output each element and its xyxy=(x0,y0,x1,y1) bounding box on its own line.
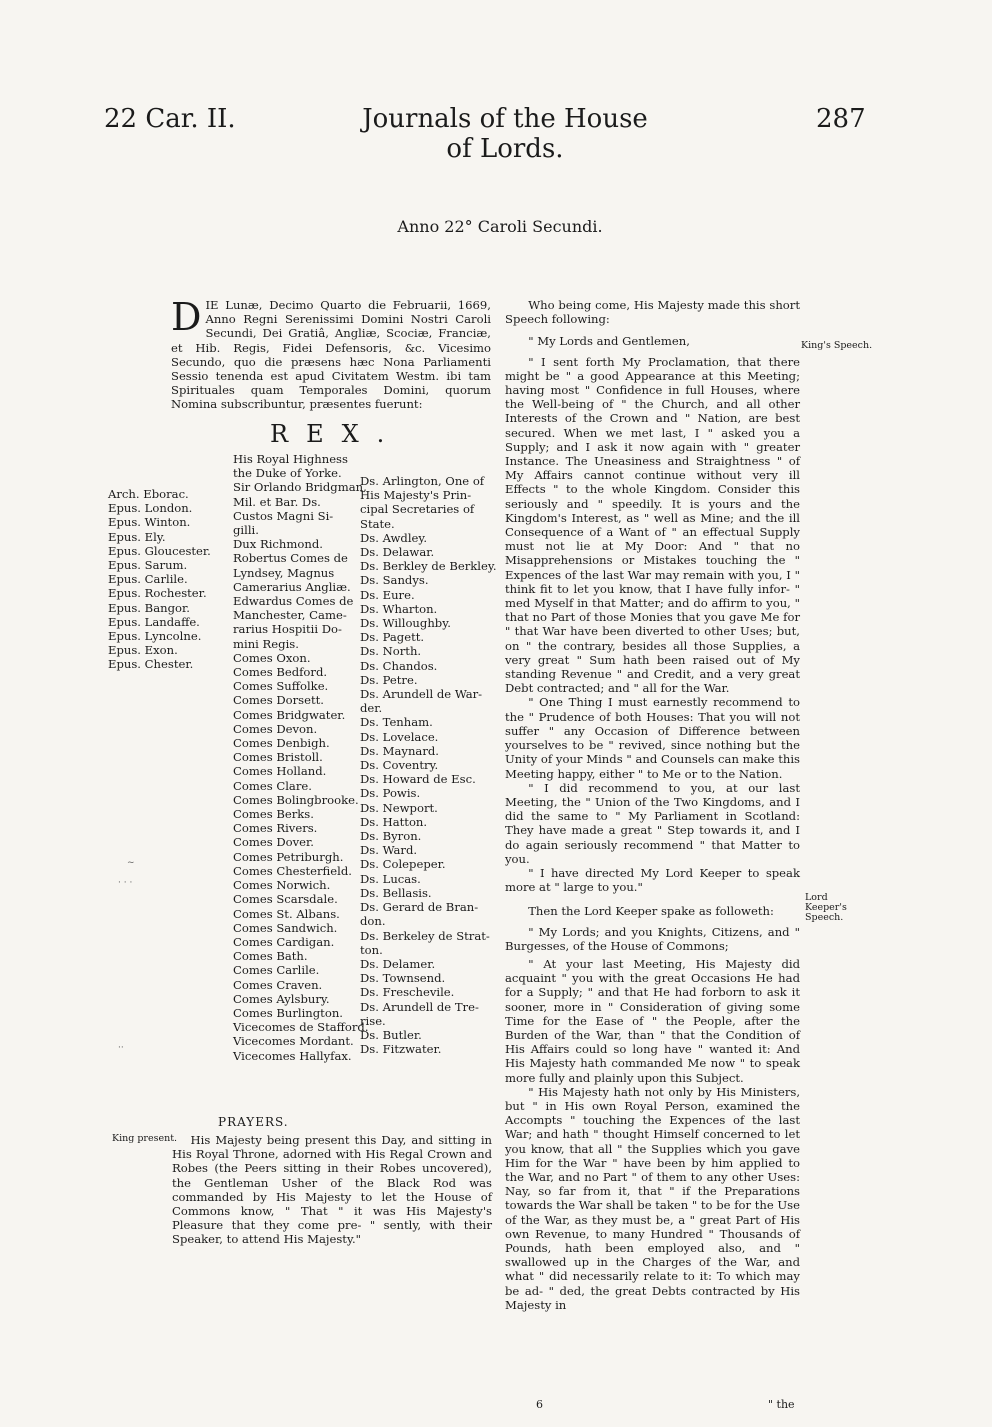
bishop-entry: Epus. Bangor. xyxy=(108,600,190,615)
lord-entry: Ds. Byron. xyxy=(360,829,422,844)
prayers-paragraph: His Majesty being present this Day, and sitting in His Royal Throne, adorned with His Regal Crown and Robes (the Peers sitting in their Robes uncovered), the Gentleman Usher of the Black Rod was commanded by His Majesty to let the House of Commons know, " That " it was His Majesty's Pleasure that they come pre- " sently, with their Speaker, to attend His Majesty." xyxy=(172,1133,492,1247)
right-column-text xyxy=(505,298,800,1312)
lord-entry: Ds. Willoughby. xyxy=(360,616,451,631)
bishop-entry: Epus. Rochester. xyxy=(108,586,207,601)
lord-entry: Ds. Townsend. xyxy=(360,971,446,986)
lord-entry: Dux Richmond. xyxy=(233,537,323,552)
lord-entry: Comes Dorsett. xyxy=(233,693,324,708)
lord-entry: Comes Norwich. xyxy=(233,878,331,893)
lord-entry: His Majesty's Prin- xyxy=(360,488,472,503)
lord-entry: Ds. Bellasis. xyxy=(360,885,432,900)
page-number: 287 xyxy=(816,104,866,134)
bishop-entry: Epus. Landaffe. xyxy=(108,614,200,629)
lord-entry: Ds. Coventry. xyxy=(360,758,439,773)
lord-entry: mini Regis. xyxy=(233,636,299,651)
lord-entry: Ds. Arlington, One of xyxy=(360,474,485,488)
bishop-entry: Epus. London. xyxy=(108,501,193,516)
bishop-entry: Arch. Eborac. xyxy=(108,487,189,501)
lord-entry: Comes Bridgwater. xyxy=(233,707,346,722)
lord-entry: Comes Clare. xyxy=(233,778,312,793)
lord-entry: Ds. Hatton. xyxy=(360,814,428,829)
lord-entry: Vicecomes Hallyfax. xyxy=(233,1048,352,1063)
margin-ink-mark: ·· xyxy=(118,1043,124,1053)
lord-entry: Comes Craven. xyxy=(233,977,323,992)
lord-entry: Ds. Newport. xyxy=(360,800,438,815)
paragraph: " I did recommend to you, at our last Meeting, the " Union of the Two Kingdoms, and I did the same to " My Parliament in Scotland: They have made a great " Step towards it, and I do again seriously recommend " that Matter to you. xyxy=(505,780,800,866)
lord-entry: Ds. Lovelace. xyxy=(360,729,439,744)
lord-entry: Comes Carlile. xyxy=(233,963,320,978)
lord-entry: Ds. Berkeley de Strat- xyxy=(360,928,490,943)
lord-entry: don. xyxy=(360,914,386,929)
lord-entry: Ds. Wharton. xyxy=(360,601,438,616)
lord-entry: Ds. Arundell de War- xyxy=(360,687,483,702)
lord-entry: Comes Holland. xyxy=(233,764,327,779)
paragraph: Then the Lord Keeper spake as followeth: xyxy=(528,904,774,919)
lord-entry: Comes Devon. xyxy=(233,721,318,736)
lord-entry: Ds. North. xyxy=(360,644,422,659)
bishop-entry: Epus. Sarum. xyxy=(108,558,188,573)
lord-entry: Comes Cardigan. xyxy=(233,934,335,949)
lord-entry: Ds. Powis. xyxy=(360,786,421,801)
lord-entry: Camerarius Angliæ. xyxy=(233,579,351,594)
prayers-heading: PRAYERS. xyxy=(218,1115,289,1129)
speech-salutation: " My Lords; and you Knights, Citizens, and " Burgesses, of the House of Commons; xyxy=(505,924,800,953)
lord-entry: Ds. Ward. xyxy=(360,843,418,858)
lord-entry: Mil. et Bar. Ds. xyxy=(233,494,321,509)
lord-entry: Lyndsey, Magnus xyxy=(233,565,335,580)
lord-entry: Ds. Eure. xyxy=(360,587,415,602)
paragraph: " His Majesty hath not only by His Ministers, but " in His own Royal Person, examined the Accompts " touching the Expences of the last War; and hath " thought Himself concerned to let you know, that all " the Supplies which you gave Him for the War " have been by him applied to the War, and no Part " of them to any other Uses: Nay, so far from it, that " if the Preparations towards the War shall be taken " to be for the Use of the War, as they must be, a " great Part of His own Revenue, to many Hundred " Thousands of Pounds, hath been employed also, and " swallowed up in the Charges of the War, and what " did necessarily relate to it: To which may be ad- " ded, the great Debts contracted by His Majesty in xyxy=(505,1084,800,1312)
lord-entry: Comes Bedford. xyxy=(233,665,328,680)
lord-entry: gilli. xyxy=(233,523,259,538)
lord-entry: Ds. Gerard de Bran- xyxy=(360,900,479,915)
lord-entry: Comes Dover. xyxy=(233,835,314,850)
lord-entry: Comes Oxon. xyxy=(233,650,311,665)
lord-entry: Ds. Sandys. xyxy=(360,573,429,588)
lord-entry: Ds. Delawar. xyxy=(360,545,435,560)
lord-entry: Ds. Freschevile. xyxy=(360,985,455,1000)
drop-cap: D xyxy=(171,295,202,339)
lord-entry: Comes Bristoll. xyxy=(233,750,323,765)
lord-entry: der. xyxy=(360,701,383,716)
paragraph: " At your last Meeting, His Majesty did acquaint " you with the great Occasions He had for a Supply; " and that He had forborn to ask it sooner, more in " Consideration of giving some Time for the Ease of " the People, after the Burden of the War, than " that the Condition of His Affairs could so long have " wanted it: And His Majesty hath commanded Me now " to speak more fully and plainly upon this Subject. xyxy=(505,956,800,1085)
lord-entry: His Royal Highness xyxy=(233,452,348,466)
lord-entry: Sir Orlando Bridgman, xyxy=(233,480,367,495)
intro-text: IE Lunæ, Decimo Quarto die Februarii, 1669, Anno Regni Serenissimi Domini Nostri Caroli Secundi, Dei Gratiâ, Angliæ, Scociæ, Franciæ, et Hib. Regis, Fidei Defensoris, &c. Vicesimo Secundo, quo die præsens hæc Nona Parliamenti Sessio tenenda est apud Civitatem Westm. ibi tam Spirituales quam Temporales Domini, quorum Nomina subscribuntur, præsentes fuerunt: xyxy=(171,298,491,412)
lord-entry: the Duke of Yorke. xyxy=(233,466,342,481)
lord-entry: Ds. Fitzwater. xyxy=(360,1042,442,1057)
lord-entry: Custos Magni Si- xyxy=(233,508,334,523)
lord-entry: Comes Chesterfield. xyxy=(233,863,352,878)
lord-entry: Edwardus Comes de xyxy=(233,594,354,609)
lord-entry: Comes Suffolke. xyxy=(233,679,329,694)
lord-entry: Comes Sandwich. xyxy=(233,920,338,935)
lord-entry: Comes Aylsbury. xyxy=(233,991,330,1006)
lord-entry: rarius Hospitii Do- xyxy=(233,622,342,637)
lord-entry: rise. xyxy=(360,1013,386,1028)
lord-entry: Ds. Chandos. xyxy=(360,658,438,673)
lord-entry: Comes Scarsdale. xyxy=(233,892,338,907)
header-regnal-year: 22 Car. II. xyxy=(104,104,236,134)
lord-entry: Ds. Petre. xyxy=(360,672,418,687)
lord-entry: ton. xyxy=(360,942,383,957)
lord-entry: Ds. Pagett. xyxy=(360,630,425,645)
paragraph: " I sent forth My Proclamation, that there might be " a good Appearance at this Meeting; having most " Confidence in full Houses, where the Well-being of " the Church, and all other Interests of the Crown and " Nation, are best secured. When we met last, I " asked you a Supply; and I ask it now again with " greater Instance. The Uneasiness and Straightness " of My Affairs cannot continue without very ill Effects " to the whole Kingdom. Consider this seriously and " speedily. It is yours and the Kingdom's Interest, as " well as Mine; and the ill Consequence of a Want of " an effectual Supply must not lie at My Door: And " that no Misapprehensions or Mistakes touching the " Expences of the last War may remain with you, I " think fit to let you know, that I have fully infor- " med Myself in that Matter; and do affirm to you, " that no Part of those Monies that you gave Me for " that War have been diverted to other Uses; but, on " the contrary, besides all those Supplies, a very great " Sum hath been raised out of My standing Revenue " and Credit, and a very great Debt contracted; and " all for the War. xyxy=(505,354,800,696)
bishop-entry: Epus. Exon. xyxy=(108,643,178,658)
lord-entry: Ds. Howard de Esc. xyxy=(360,772,476,787)
lord-entry: Comes Berks. xyxy=(233,807,314,822)
bishop-entry: Epus. Carlile. xyxy=(108,572,188,587)
lord-entry: Comes Petriburgh. xyxy=(233,849,344,864)
lord-entry: Ds. Delamer. xyxy=(360,956,436,971)
margin-ink-mark: ~ xyxy=(127,858,135,868)
lord-entry: Ds. Butler. xyxy=(360,1027,422,1042)
lord-entry: Ds. Lucas. xyxy=(360,871,421,886)
lord-entry: State. xyxy=(360,516,395,531)
lord-entry: Comes Bolingbrooke. xyxy=(233,792,359,807)
header-title: Journals of the House of Lords. xyxy=(362,104,648,164)
bishop-entry: Epus. Lyncolne. xyxy=(108,629,202,644)
margin-note-lord-keepers-speech: Lord Keeper's Speech. xyxy=(805,892,847,923)
bishops-list xyxy=(108,487,211,672)
rex-heading: REX. xyxy=(270,420,403,448)
paragraph: " One Thing I must earnestly recommend to the " Prudence of both Houses: That you will not suffer " any Occasion of Difference between yourselves to be " revived, since nothing but the Unity of your Minds " and Counsels can make this Meeting happy, either " to Me or to the Nation. xyxy=(505,695,800,781)
lord-entry: Comes Bath. xyxy=(233,949,308,964)
margin-note-king-present: King present. xyxy=(112,1133,178,1144)
paragraph: " I have directed My Lord Keeper to speak more at " large to you." xyxy=(505,865,800,895)
margin-ink-mark: · · · xyxy=(118,878,133,888)
lord-entry: Ds. Maynard. xyxy=(360,743,439,758)
bishop-entry: Epus. Gloucester. xyxy=(108,543,211,558)
lord-entry: Ds. Colepeper. xyxy=(360,857,446,872)
bishop-entry: Epus. Ely. xyxy=(108,529,166,544)
signature-mark: 6 xyxy=(536,1398,543,1411)
lord-entry: Comes Denbigh. xyxy=(233,736,330,751)
paragraph: Who being come, His Majesty made this short Speech following: xyxy=(505,298,800,327)
bishop-entry: Epus. Winton. xyxy=(108,515,191,530)
margin-note-kings-speech: King's Speech. xyxy=(801,340,873,351)
bishop-entry: Epus. Chester. xyxy=(108,657,194,672)
lord-entry: Ds. Berkley de Berkley. xyxy=(360,559,497,574)
lord-entry: Comes Burlington. xyxy=(233,1005,343,1020)
lord-entry: cipal Secretaries of xyxy=(360,502,475,517)
lord-entry: Ds. Awdley. xyxy=(360,530,428,545)
session-heading: Anno 22° Caroli Secundi. xyxy=(397,217,603,236)
speech-salutation: " My Lords and Gentlemen, xyxy=(528,334,690,349)
lords-list-column-2 xyxy=(360,474,495,1056)
lord-entry: Ds. Arundell de Tre- xyxy=(360,999,479,1014)
lord-entry: Comes Rivers. xyxy=(233,821,318,836)
lord-entry: Vicecomes Mordant. xyxy=(233,1034,354,1049)
lord-entry: Ds. Tenham. xyxy=(360,715,433,730)
lord-entry: Robertus Comes de xyxy=(233,551,348,566)
lord-entry: Vicecomes de Stafford. xyxy=(233,1020,369,1035)
intro-paragraph xyxy=(171,295,491,412)
catchword: " the xyxy=(768,1398,795,1411)
lord-entry: Manchester, Came- xyxy=(233,608,347,623)
lords-list-column-1 xyxy=(233,452,369,1063)
lord-entry: Comes St. Albans. xyxy=(233,906,340,921)
